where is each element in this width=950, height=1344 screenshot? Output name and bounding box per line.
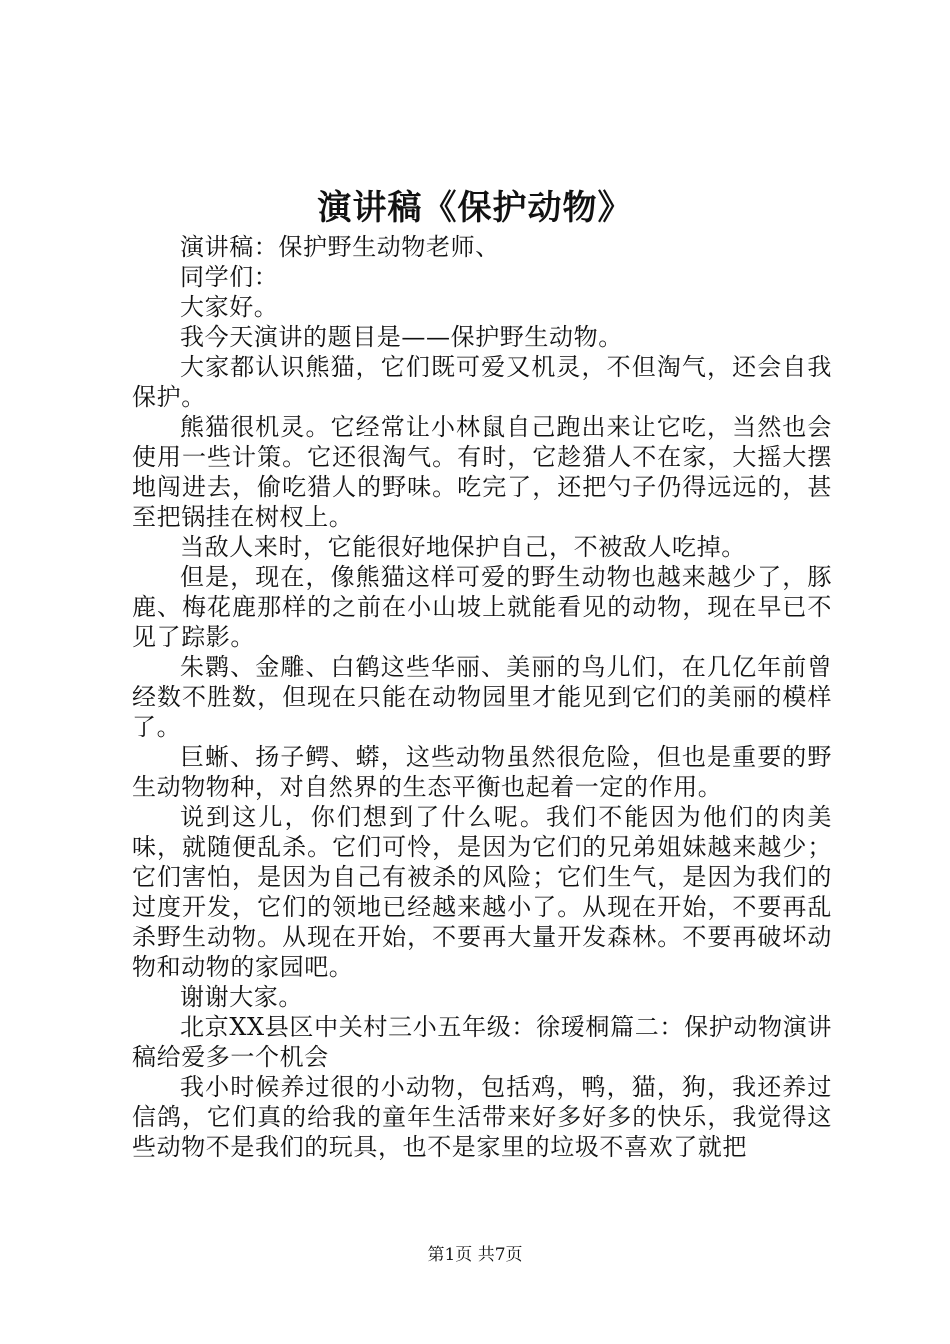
document-body <box>132 232 832 1162</box>
paragraph: 演讲稿：保护野生动物老师、 <box>180 233 500 261</box>
paragraph: 当敌人来时，它能很好地保护自己，不被敌人吃掉。 <box>180 533 746 561</box>
document-title: 演讲稿《保护动物》 <box>317 188 633 228</box>
paragraph: 同学们： <box>180 263 279 291</box>
paragraph: 大家都认识熊猫，它们既可爱又机灵，不但淘气，还会自我保护。 <box>132 353 832 411</box>
paragraph: 巨蜥、扬子鳄、蟒，这些动物虽然很危险，但也是重要的野生动物物种，对自然界的生态平衡也起着一定的作用。 <box>132 743 832 801</box>
paragraph: 北京XX县区中关村三小五年级：徐瑷桐篇二：保护动物演讲稿给爱多一个机会 <box>132 1013 832 1071</box>
paragraph: 我今天演讲的题目是——保护野生动物。 <box>180 323 623 351</box>
page-indicator: 第1页 共7页 <box>427 1245 523 1265</box>
paragraph: 我小时候养过很的小动物，包括鸡，鸭，猫，狗，我还养过信鸽，它们真的给我的童年生活带来好多好多的快乐，我觉得这些动物不是我们的玩具，也不是家里的垃圾不喜欢了就把 <box>132 1073 832 1161</box>
paragraph: 熊猫很机灵。它经常让小林鼠自己跑出来让它吃，当然也会使用一些计策。它还很淘气。有时，它趁猎人不在家，大摇大摆地闯进去，偷吃猎人的野味。吃完了，还把勺子仍得远远的，甚至把锅挂在树杈上。 <box>132 413 832 531</box>
paragraph: 谢谢大家。 <box>180 983 303 1011</box>
paragraph: 大家好。 <box>180 293 279 321</box>
paragraph: 说到这儿，你们想到了什么呢。我们不能因为他们的肉美味，就随便乱杀。它们可怜，是因为它们的兄弟姐妹越来越少；它们害怕，是因为自己有被杀的风险；它们生气，是因为我们的过度开发，它们的领地已经越来越小了。从现在开始，不要再乱杀野生动物。从现在开始，不要再大量开发森林。不要再破坏动物和动物的家园吧。 <box>132 803 832 981</box>
paragraph: 但是，现在，像熊猫这样可爱的野生动物也越来越少了，豚鹿、梅花鹿那样的之前在小山坡上就能看见的动物，现在早已不见了踪影。 <box>132 563 832 651</box>
paragraph: 朱鹮、金雕、白鹤这些华丽、美丽的鸟儿们，在几亿年前曾经数不胜数，但现在只能在动物园里才能见到它们的美丽的模样了。 <box>132 653 832 741</box>
